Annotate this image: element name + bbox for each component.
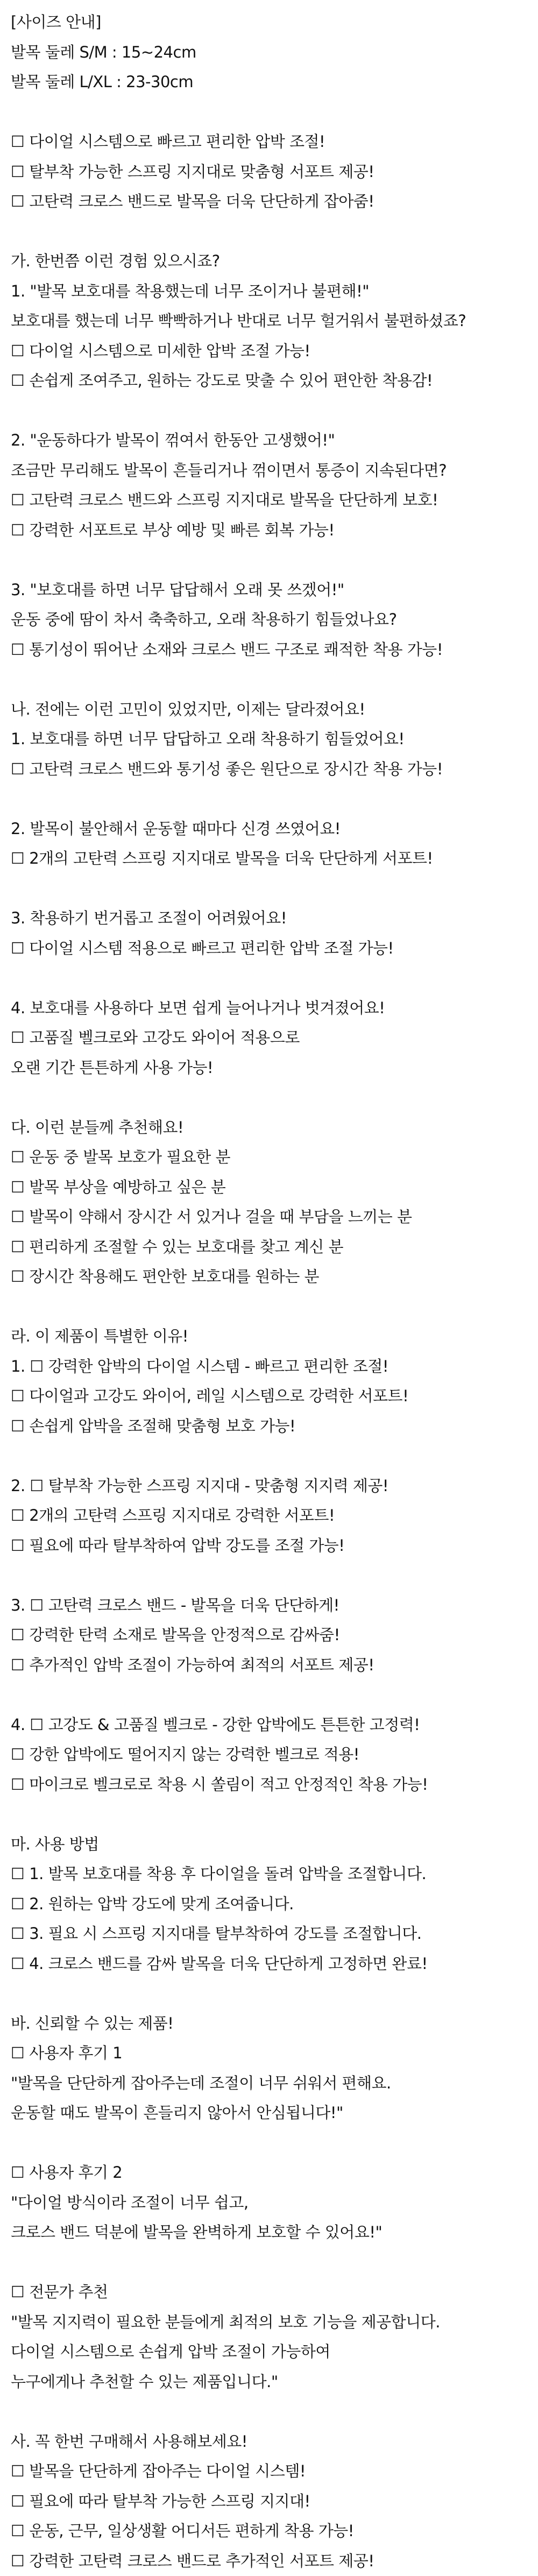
text-line: ☐ 발목을 단단하게 잡아주는 다이얼 시스템! bbox=[11, 2457, 527, 2487]
text-line: ☐ 다이얼 시스템으로 미세한 압박 조절 가능! bbox=[11, 336, 527, 366]
text-line: 누구에게나 추천할 수 있는 제품입니다." bbox=[11, 2367, 527, 2397]
text-line: 1. 보호대를 하면 너무 답답하고 오래 착용하기 힘들었어요! bbox=[11, 724, 527, 754]
text-line: 3. 착용하기 번거롭고 조절이 어려웠어요! bbox=[11, 904, 527, 934]
text-line: 운동할 때도 발목이 흔들리지 않아서 안심됩니다!" bbox=[11, 2098, 527, 2128]
blank-line bbox=[11, 545, 527, 575]
text-line: 3. ☐ 고탄력 크로스 밴드 - 발목을 더욱 단단하게! bbox=[11, 1591, 527, 1621]
text-line: 크로스 밴드 덕분에 발목을 완벽하게 보호할 수 있어요!" bbox=[11, 2218, 527, 2248]
text-line: 발목 둘레 L/XL : 23-30cm bbox=[11, 67, 527, 97]
text-line: 2. "운동하다가 발목이 꺾여서 한동안 고생했어!" bbox=[11, 426, 527, 456]
text-line: "발목 지지력이 필요한 분들에게 최적의 보호 기능을 제공합니다. bbox=[11, 2307, 527, 2338]
text-line: 다. 이런 분들께 추천해요! bbox=[11, 1113, 527, 1143]
text-line: 사. 꼭 한번 구매해서 사용해보세요! bbox=[11, 2427, 527, 2457]
text-line: ☐ 강력한 서포트로 부상 예방 및 빠른 회복 가능! bbox=[11, 516, 527, 546]
text-line: ☐ 손쉽게 조여주고, 원하는 강도로 맞출 수 있어 편안한 착용감! bbox=[11, 366, 527, 396]
text-line: ☐ 통기성이 뛰어난 소재와 크로스 밴드 구조로 쾌적한 착용 가능! bbox=[11, 635, 527, 665]
text-line: ☐ 장시간 착용해도 편안한 보호대를 원하는 분 bbox=[11, 1262, 527, 1292]
blank-line bbox=[11, 2128, 527, 2158]
blank-line bbox=[11, 874, 527, 904]
blank-line bbox=[11, 1979, 527, 2009]
text-line: 운동 중에 땀이 차서 축축하고, 오래 착용하기 힘들었나요? bbox=[11, 605, 527, 635]
text-line: 오랜 기간 튼튼하게 사용 가능! bbox=[11, 1053, 527, 1083]
text-line: 1. "발목 보호대를 착용했는데 너무 조이거나 불편해!" bbox=[11, 277, 527, 307]
text-line: 4. ☐ 고강도 & 고품질 벨크로 - 강한 압박에도 튼튼한 고정력! bbox=[11, 1710, 527, 1740]
text-line: ☐ 고탄력 크로스 밴드와 통기성 좋은 원단으로 장시간 착용 가능! bbox=[11, 754, 527, 785]
text-line: 1. ☐ 강력한 압박의 다이얼 시스템 - 빠르고 편리한 조절! bbox=[11, 1352, 527, 1382]
text-line: ☐ 2. 원하는 압박 강도에 맞게 조여줍니다. bbox=[11, 1889, 527, 1919]
text-line: 나. 전에는 이런 고민이 있었지만, 이제는 달라졌어요! bbox=[11, 695, 527, 725]
text-line: ☐ 전문가 추천 bbox=[11, 2277, 527, 2307]
text-line: 2. 발목이 불안해서 운동할 때마다 신경 쓰였어요! bbox=[11, 814, 527, 844]
text-line: ☐ 고탄력 크로스 밴드와 스프링 지지대로 발목을 단단하게 보호! bbox=[11, 485, 527, 516]
text-line: ☐ 사용자 후기 1 bbox=[11, 2038, 527, 2069]
text-line: ☐ 다이얼 시스템으로 빠르고 편리한 압박 조절! bbox=[11, 127, 527, 157]
text-line: 마. 사용 방법 bbox=[11, 1830, 527, 1860]
text-line: 다이얼 시스템으로 손쉽게 압박 조절이 가능하여 bbox=[11, 2337, 527, 2367]
blank-line bbox=[11, 665, 527, 695]
text-line: ☐ 사용자 후기 2 bbox=[11, 2158, 527, 2188]
text-line: 조금만 무리해도 발목이 흔들리거나 꺾이면서 통증이 지속된다면? bbox=[11, 456, 527, 486]
text-line: 바. 신뢰할 수 있는 제품! bbox=[11, 2009, 527, 2039]
text-line: ☐ 발목이 약해서 장시간 서 있거나 걸을 때 부담을 느끼는 분 bbox=[11, 1202, 527, 1232]
blank-line bbox=[11, 97, 527, 128]
text-line: 보호대를 했는데 너무 빡빡하거나 반대로 너무 헐거워서 불편하셨죠? bbox=[11, 306, 527, 336]
text-line: 4. 보호대를 사용하다 보면 쉽게 늘어나거나 벗겨졌어요! bbox=[11, 993, 527, 1024]
text-line: ☐ 강력한 탄력 소재로 발목을 안정적으로 감싸줌! bbox=[11, 1620, 527, 1650]
text-line: ☐ 편리하게 조절할 수 있는 보호대를 찾고 계신 분 bbox=[11, 1232, 527, 1262]
text-line: ☐ 발목 부상을 예방하고 싶은 분 bbox=[11, 1173, 527, 1203]
text-line: ☐ 운동, 근무, 일상생활 어디서든 편하게 착용 가능! bbox=[11, 2516, 527, 2546]
text-line: ☐ 필요에 따라 탈부착하여 압박 강도를 조절 가능! bbox=[11, 1531, 527, 1561]
text-line: [사이즈 안내] bbox=[11, 8, 527, 38]
text-line: "발목을 단단하게 잡아주는데 조절이 너무 쉬워서 편해요. bbox=[11, 2069, 527, 2099]
text-line: 가. 한번쯤 이런 경험 있으시죠? bbox=[11, 246, 527, 277]
text-line: ☐ 3. 필요 시 스프링 지지대를 탈부착하여 강도를 조절합니다. bbox=[11, 1919, 527, 1949]
blank-line bbox=[11, 2397, 527, 2427]
blank-line bbox=[11, 217, 527, 247]
text-line: ☐ 마이크로 벨크로로 착용 시 쏠림이 적고 안정적인 착용 가능! bbox=[11, 1770, 527, 1800]
text-line: ☐ 고탄력 크로스 밴드로 발목을 더욱 단단하게 잡아줌! bbox=[11, 187, 527, 217]
text-line: ☐ 강한 압박에도 떨어지지 않는 강력한 벨크로 적용! bbox=[11, 1740, 527, 1770]
text-line: 발목 둘레 S/M : 15~24cm bbox=[11, 38, 527, 68]
text-line: ☐ 고품질 벨크로와 고강도 와이어 적용으로 bbox=[11, 1023, 527, 1053]
blank-line bbox=[11, 396, 527, 426]
text-line: ☐ 2개의 고탄력 스프링 지지대로 강력한 서포트! bbox=[11, 1501, 527, 1531]
blank-line bbox=[11, 784, 527, 814]
blank-line bbox=[11, 1680, 527, 1710]
text-line: ☐ 4. 크로스 밴드를 감싸 발목을 더욱 단단하게 고정하면 완료! bbox=[11, 1949, 527, 1979]
text-line: ☐ 추가적인 압박 조절이 가능하여 최적의 서포트 제공! bbox=[11, 1650, 527, 1681]
blank-line bbox=[11, 1083, 527, 1113]
text-line: ☐ 다이얼 시스템 적용으로 빠르고 편리한 압박 조절 가능! bbox=[11, 934, 527, 964]
blank-line bbox=[11, 2248, 527, 2278]
text-line: "다이얼 방식이라 조절이 너무 쉽고, bbox=[11, 2188, 527, 2218]
text-line: ☐ 다이얼과 고강도 와이어, 레일 시스템으로 강력한 서포트! bbox=[11, 1381, 527, 1411]
text-line: 라. 이 제품이 특별한 이유! bbox=[11, 1322, 527, 1352]
blank-line bbox=[11, 1441, 527, 1471]
text-line: ☐ 강력한 고탄력 크로스 밴드로 추가적인 서포트 제공! bbox=[11, 2546, 527, 2576]
blank-line bbox=[11, 1799, 527, 1830]
text-line: ☐ 운동 중 발목 보호가 필요한 분 bbox=[11, 1142, 527, 1173]
text-line: ☐ 2개의 고탄력 스프링 지지대로 발목을 더욱 단단하게 서포트! bbox=[11, 844, 527, 874]
blank-line bbox=[11, 1292, 527, 1322]
text-line: ☐ 손쉽게 압박을 조절해 맞춤형 보호 가능! bbox=[11, 1411, 527, 1442]
text-line: 2. ☐ 탈부착 가능한 스프링 지지대 - 맞춤형 지지력 제공! bbox=[11, 1471, 527, 1501]
text-line: ☐ 필요에 따라 탈부착 가능한 스프링 지지대! bbox=[11, 2487, 527, 2517]
text-line: ☐ 탈부착 가능한 스프링 지지대로 맞춤형 서포트 제공! bbox=[11, 157, 527, 187]
blank-line bbox=[11, 1561, 527, 1591]
text-line: 3. "보호대를 하면 너무 답답해서 오래 못 쓰겠어!" bbox=[11, 575, 527, 605]
blank-line bbox=[11, 963, 527, 993]
text-line: ☐ 1. 발목 보호대를 착용 후 다이얼을 돌려 압박을 조절합니다. bbox=[11, 1859, 527, 1889]
